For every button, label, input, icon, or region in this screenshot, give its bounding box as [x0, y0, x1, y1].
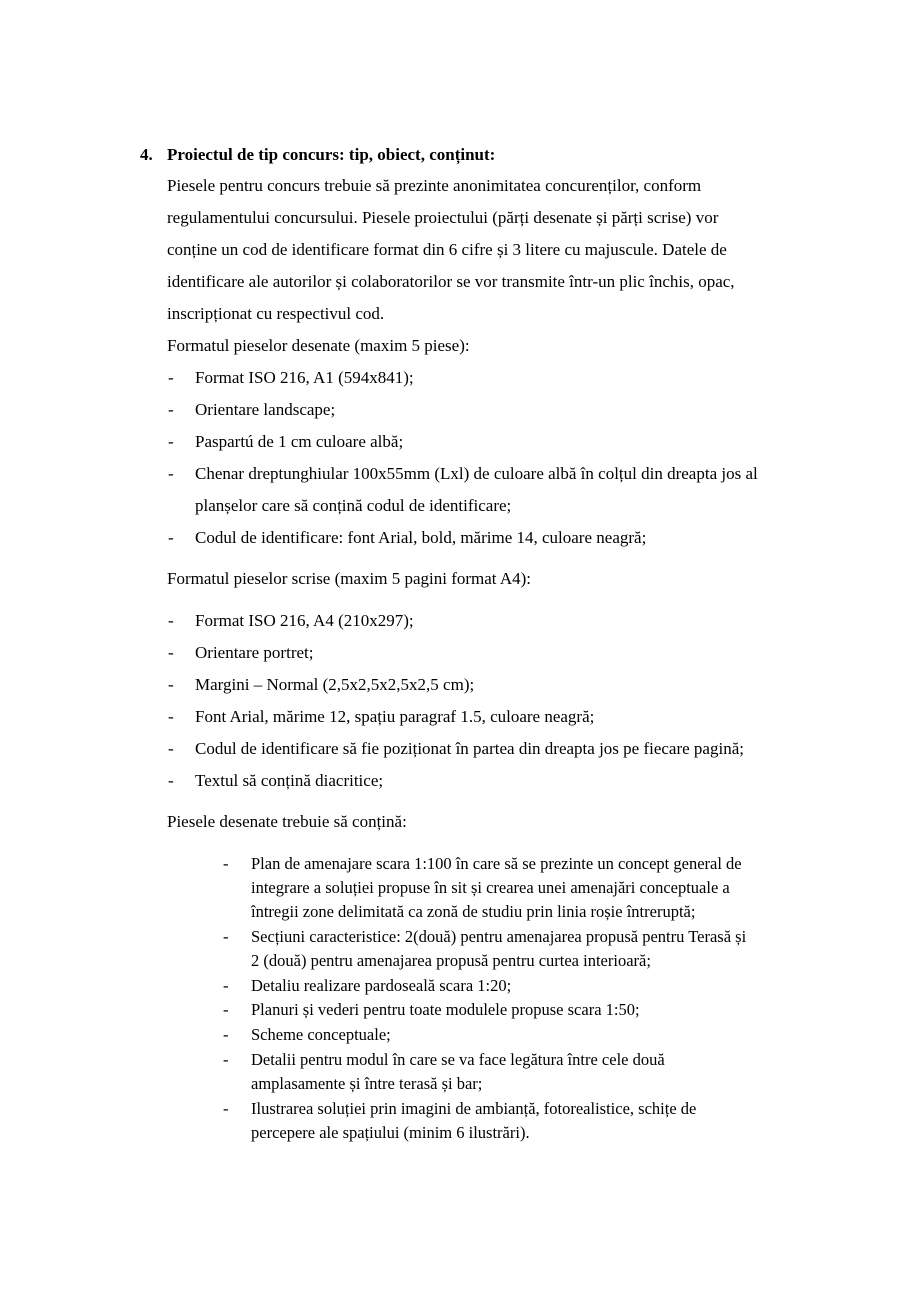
bullet-dash: -	[223, 1025, 229, 1044]
list-item: Font Arial, mărime 12, spațiu paragraf 1.5, culoare neagră;	[195, 707, 595, 726]
list-item: Detalii pentru modul în care se va face legătura între cele două	[251, 1050, 665, 1069]
list-item-continuation: amplasamente și între terasă și bar;	[251, 1074, 483, 1093]
bullet-dash: -	[223, 927, 229, 946]
bullet-dash: -	[223, 1000, 229, 1019]
bullet-dash: -	[223, 976, 229, 995]
bullet-dash: -	[168, 432, 174, 451]
bullet-dash: -	[168, 464, 174, 483]
list-item: Orientare portret;	[195, 643, 314, 662]
bullet-dash: -	[168, 643, 174, 662]
bullet-dash: -	[223, 854, 229, 873]
intro-line: regulamentului concursului. Piesele proiectului (părți desenate și părți scrise) vor	[167, 208, 719, 227]
drawn-content-heading: Piesele desenate trebuie să conțină:	[167, 812, 407, 831]
bullet-dash: -	[168, 675, 174, 694]
list-item-continuation: întregii zone delimitată ca zonă de studiu prin linia roșie întreruptă;	[251, 902, 696, 921]
list-item: Paspartú de 1 cm culoare albă;	[195, 432, 404, 451]
list-item: Orientare landscape;	[195, 400, 336, 419]
list-item-continuation: planșelor care să conțină codul de identificare;	[195, 496, 512, 515]
list-item: Plan de amenajare scara 1:100 în care să se prezinte un concept general de	[251, 854, 742, 873]
list-item-continuation: integrare a soluției propuse în sit și crearea unei amenajări conceptuale a	[251, 878, 730, 897]
bullet-dash: -	[168, 368, 174, 387]
bullet-dash: -	[168, 707, 174, 726]
intro-line: inscripționat cu respectivul cod.	[167, 304, 385, 323]
bullet-dash: -	[223, 1099, 229, 1118]
section-title: Proiectul de tip concurs: tip, obiect, conținut:	[167, 145, 496, 164]
bullet-dash: -	[168, 528, 174, 547]
list-item: Scheme conceptuale;	[251, 1025, 391, 1044]
drawn-format-heading: Formatul pieselor desenate (maxim 5 piese):	[167, 336, 470, 355]
list-item: Format ISO 216, A4 (210x297);	[195, 611, 414, 630]
intro-line: Piesele pentru concurs trebuie să prezinte anonimitatea concurenților, conform	[167, 176, 702, 195]
list-item: Planuri și vederi pentru toate modulele propuse scara 1:50;	[251, 1000, 640, 1019]
list-item: Format ISO 216, A1 (594x841);	[195, 368, 414, 387]
list-item: Codul de identificare să fie poziționat în partea din dreapta jos pe fiecare pagină;	[195, 739, 744, 758]
intro-line: identificare ale autorilor și colaboratorilor se vor transmite într-un plic închis, opac,	[167, 272, 735, 291]
section-number: 4.	[140, 145, 153, 164]
list-item: Textul să conțină diacritice;	[195, 771, 384, 790]
bullet-dash: -	[168, 611, 174, 630]
list-item: Codul de identificare: font Arial, bold, mărime 14, culoare neagră;	[195, 528, 647, 547]
bullet-dash: -	[168, 400, 174, 419]
list-item: Ilustrarea soluției prin imagini de ambianță, fotorealistice, schițe de	[251, 1099, 697, 1118]
bullet-dash: -	[168, 771, 174, 790]
written-format-heading: Formatul pieselor scrise (maxim 5 pagini format A4):	[167, 569, 532, 588]
list-item: Secțiuni caracteristice: 2(două) pentru amenajarea propusă pentru Terasă și	[251, 927, 747, 946]
list-item-continuation: 2 (două) pentru amenajarea propusă pentru curtea interioară;	[251, 951, 651, 970]
list-item: Margini – Normal (2,5x2,5x2,5x2,5 cm);	[195, 675, 475, 694]
list-item: Chenar dreptunghiular 100x55mm (Lxl) de culoare albă în colțul din dreapta jos al	[195, 464, 758, 483]
intro-line: conține un cod de identificare format din 6 cifre și 3 litere cu majuscule. Datele de	[167, 240, 727, 259]
bullet-dash: -	[223, 1050, 229, 1069]
list-item-continuation: percepere ale spațiului (minim 6 ilustrări).	[251, 1123, 530, 1142]
bullet-dash: -	[168, 739, 174, 758]
list-item: Detaliu realizare pardoseală scara 1:20;	[251, 976, 512, 995]
